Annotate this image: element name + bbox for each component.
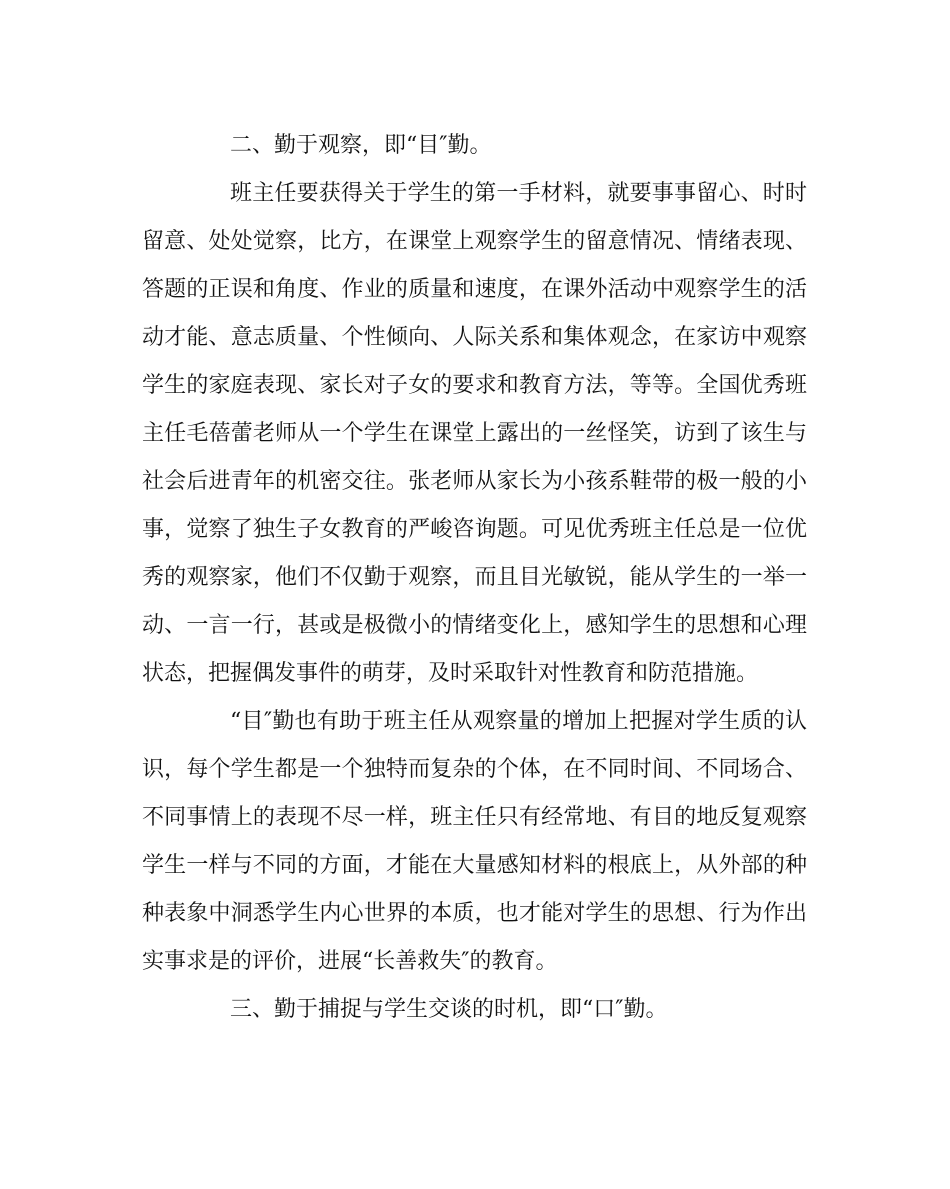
- document-body: [142, 122, 807, 1034]
- paragraph-observation-details: 班主任要获得关于学生的第一手材料，就要事事留心、时时留意、处处觉察，比方，在课堂上观察学生的留意情况、情绪表现、答题的正误和角度、作业的质量和速度，在课外活动中观察学生的活动才能、意志质量、个性倾向、人际关系和集体观念，在家访中观察学生的家庭表现、家长对子女的要求和教育方法，等等。全国优秀班主任毛蓓蕾老师从一个学生在课堂上露出的一丝怪笑，访到了该生与社会后进青年的机密交往。张老师从家长为小孩系鞋带的极一般的小事，觉察了独生子女教育的严峻咨询题。可见优秀班主任总是一位优秀的观察家，他们不仅勤于观察，而且目光敏锐，能从学生的一举一动、一言一行，甚或是极微小的情绪变化上，感知学生的思想和心理状态，把握偶发事件的萌芽，及时采取针对性教育和防范措施。: [142, 181, 807, 686]
- section-heading-observation: 二、勤于观察，即“目″勤。: [230, 133, 492, 158]
- paragraph-observation-benefits: “目″勤也有助于班主任从观察量的增加上把握对学生质的认识，每个学生都是一个独特而复杂的个体，在不同时间、不同场合、不同事情上的表现不尽一样，班主任只有经常地、有目的地反复观察学生一样与不同的方面，才能在大量感知材料的根底上，从外部的种种表象中洞悉学生内心世界的本质，也才能对学生的思想、行为作出实事求是的评价，进展“长善救失″的教育。: [142, 709, 807, 974]
- section-heading-communication: 三、勤于捕捉与学生交谈的时机，即“口″勤。: [230, 997, 668, 1022]
